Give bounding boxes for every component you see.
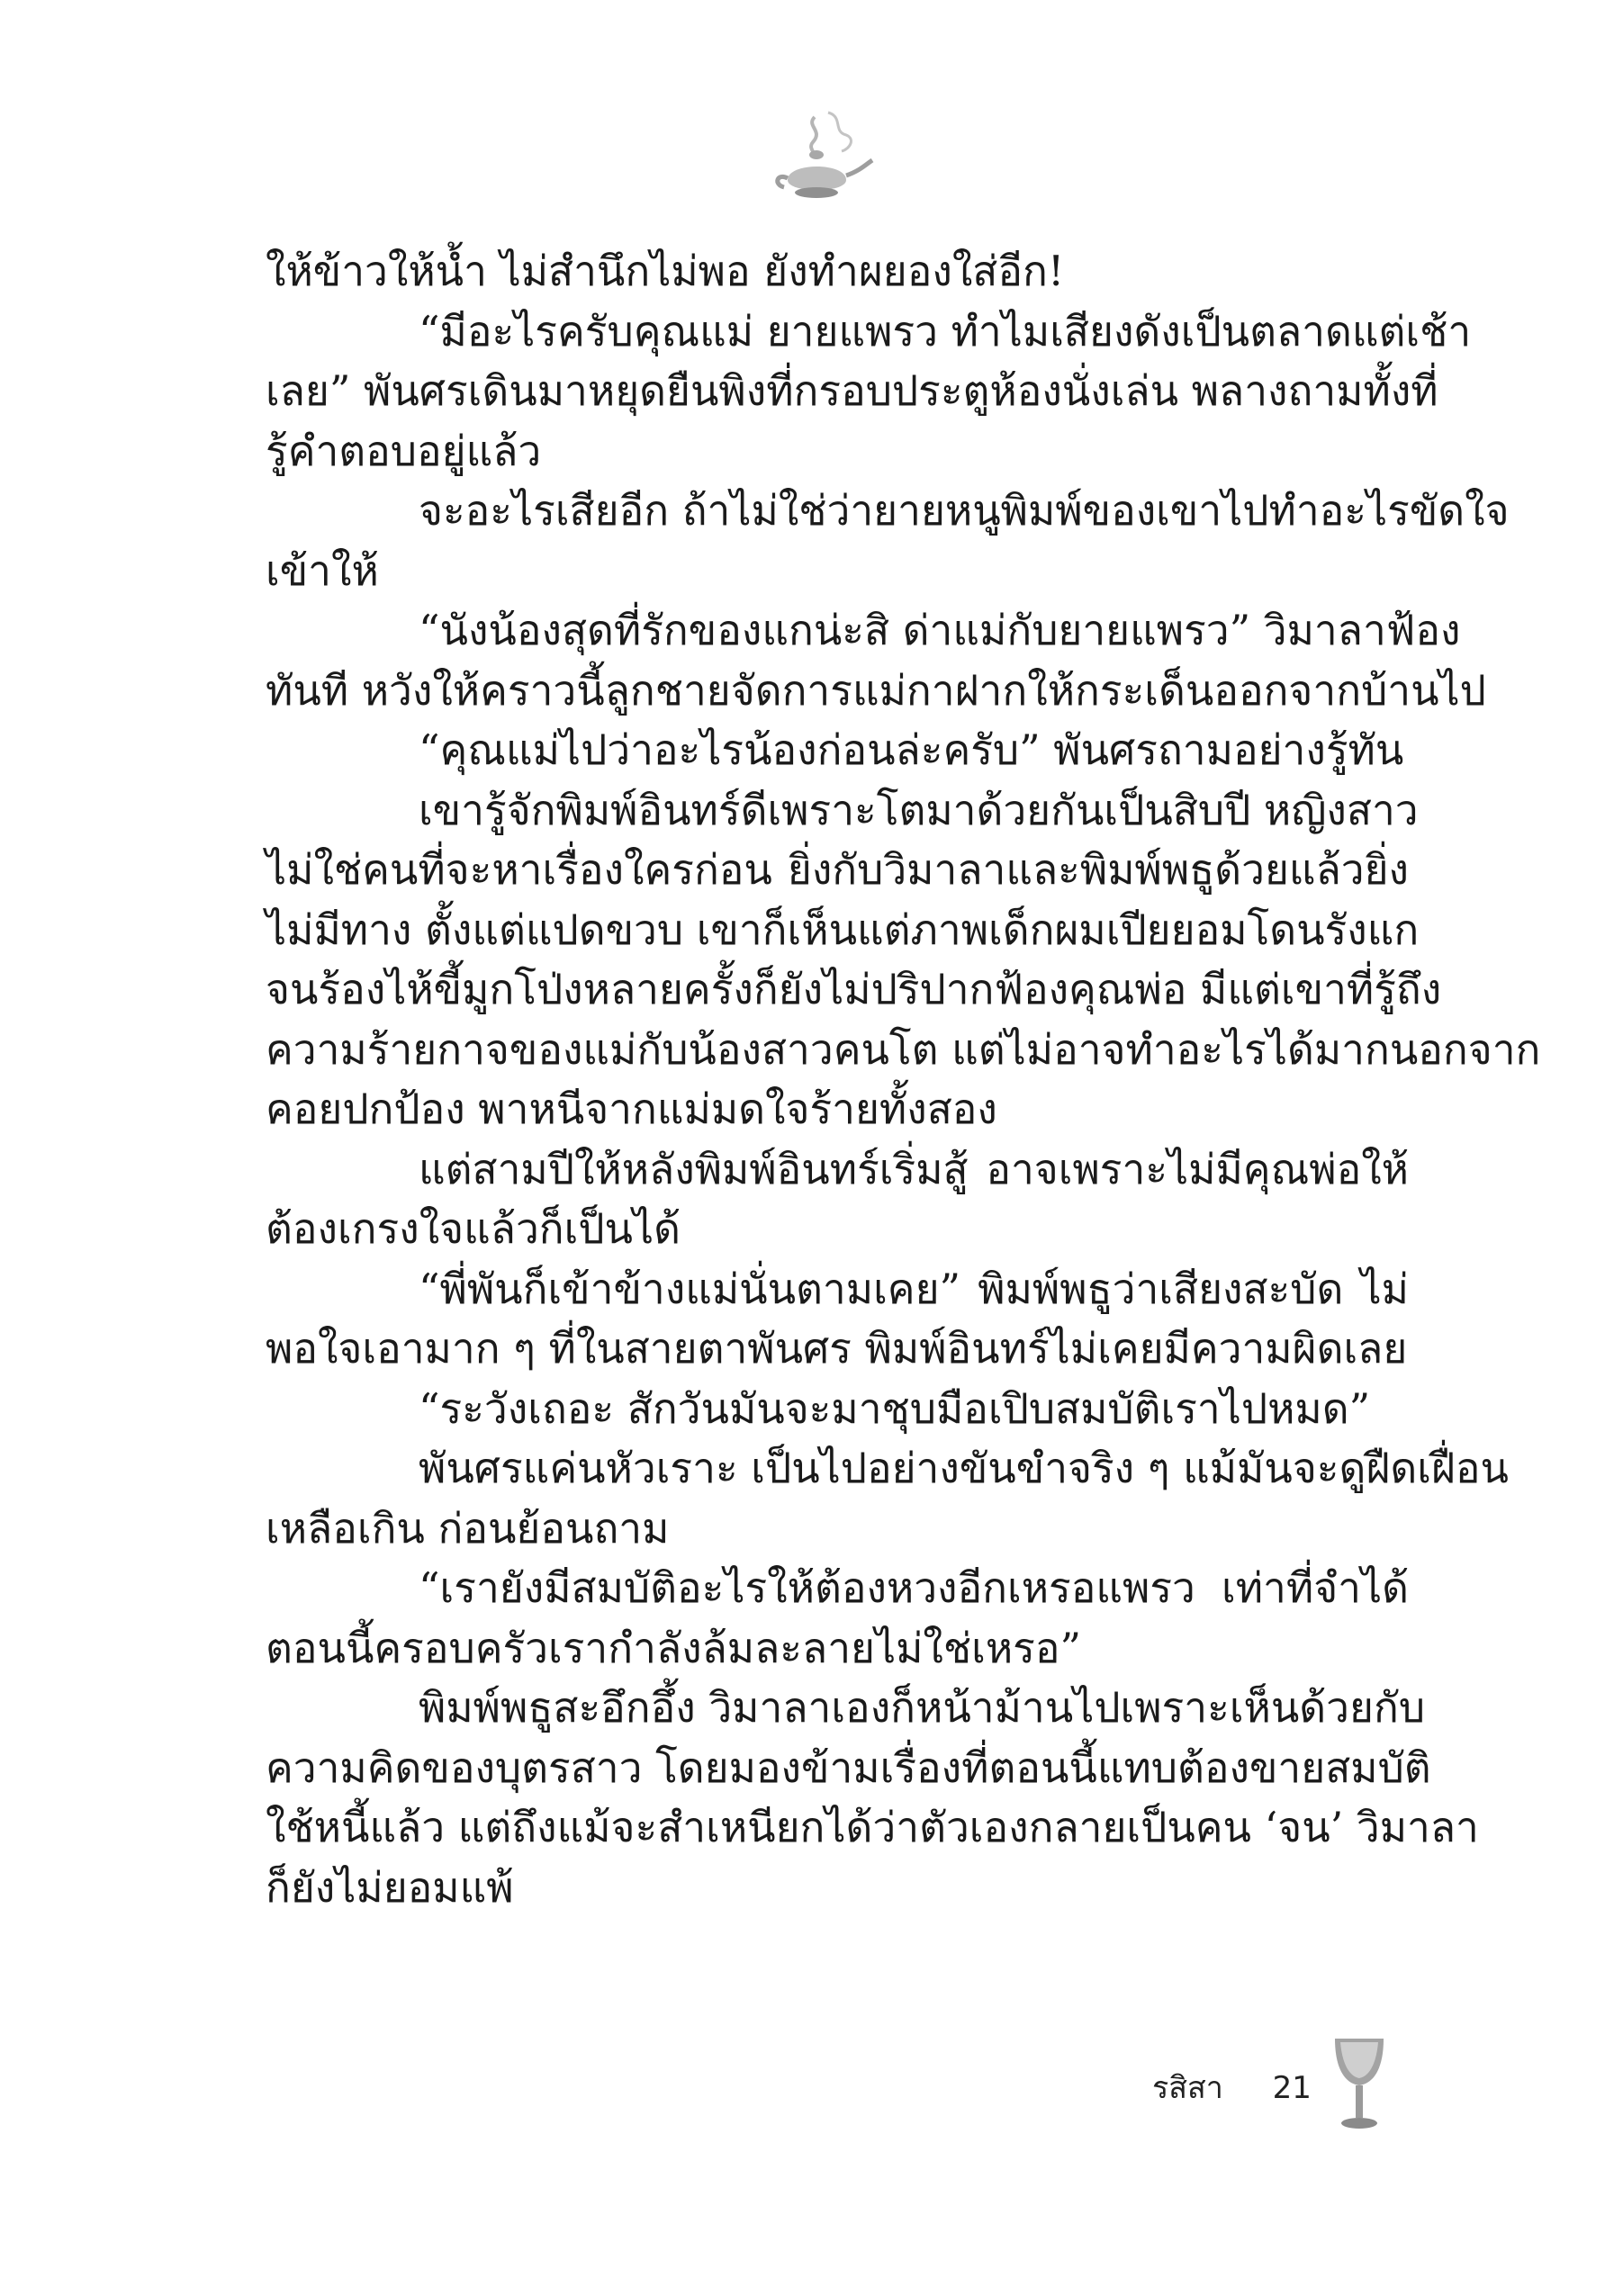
text-line: ความร้ายกาจของแม่กับน้องสาวคนโต แต่ไม่อาจทำอะไรได้มากนอกจาก xyxy=(266,1024,1541,1074)
text-line: เหลือเกิน ก่อนย้อนถาม xyxy=(266,1503,670,1553)
text-line: “เรายังมีสมบัติอะไรให้ต้องหวงอีกเหรอแพรว เท่าที่จำได้ xyxy=(419,1563,1409,1612)
text-line: เข้าให้ xyxy=(266,545,379,595)
text-line: ตอนนี้ครอบครัวเรากำลังล้มละลายไม่ใช่เหรอ” xyxy=(266,1623,1082,1672)
text-line: ให้ข้าวให้น้ำ ไม่สำนึกไม่พอ ยังทำผยองใส่อีก! xyxy=(266,247,1065,295)
body-text xyxy=(266,241,1541,1917)
text-line: ทันที หวังให้คราวนี้ลูกชายจัดการแม่กาฝากให้กระเด็นออกจากบ้านไป xyxy=(266,665,1486,715)
goblet-icon xyxy=(1328,2030,1391,2138)
text-line: แต่สามปีให้หลังพิมพ์อินทร์เริ่มสู้ อาจเพราะไม่มีคุณพ่อให้ xyxy=(419,1144,1409,1193)
text-line: จะอะไรเสียอีก ถ้าไม่ใช่ว่ายายหนูพิมพ์ของเขาไปทำอะไรขัดใจ xyxy=(419,486,1510,535)
book-title: รสิสา xyxy=(1152,2070,1223,2106)
text-line: ใช้หนี้แล้ว แต่ถึงแม้จะสำเหนียกได้ว่าตัวเองกลายเป็นคน ‘จน’ วิมาลา xyxy=(266,1803,1479,1851)
page-footer xyxy=(1152,2061,1312,2115)
text-line: “นังน้องสุดที่รักของแกน่ะสิ ด่าแม่กับยายแพรว” วิมาลาฟ้อง xyxy=(419,606,1461,654)
text-line: ต้องเกรงใจแล้วก็เป็นได้ xyxy=(266,1204,681,1253)
text-line: “พี่พันก็เข้าข้างแม่นั่นตามเคย” พิมพ์พธูว่าเสียงสะบัด ไม่ xyxy=(419,1264,1409,1313)
text-line: “มีอะไรครับคุณแม่ ยายแพรว ทำไมเสียงดังเป็นตลาดแต่เช้า xyxy=(419,306,1472,356)
text-line: พอใจเอามาก ๆ ที่ในสายตาพันศร พิมพ์อินทร์ไม่เคยมีความผิดเลย xyxy=(266,1324,1408,1373)
text-line: ไม่มีทาง ตั้งแต่แปดขวบ เขาก็เห็นแต่ภาพเด็กผมเปียยอมโดนรังแก xyxy=(266,905,1420,954)
text-line: เขารู้จักพิมพ์อินทร์ดีเพราะโตมาด้วยกันเป็นสิบปี หญิงสาว xyxy=(419,785,1419,834)
text-line: “คุณแม่ไปว่าอะไรน้องก่อนล่ะครับ” พันศรถามอย่างรู้ทัน xyxy=(419,725,1404,774)
text-line: จนร้องไห้ขี้มูกโป่งหลายครั้งก็ยังไม่ปริปากฟ้องคุณพ่อ มีแต่เขาที่รู้ถึง xyxy=(266,965,1442,1013)
teapot-lamp-icon xyxy=(761,99,878,216)
text-line: เลย” พันศรเดินมาหยุดยืนพิงที่กรอบประตูห้องนั่งเล่น พลางถามทั้งที่ xyxy=(266,366,1438,415)
text-line: “ระวังเถอะ สักวันมันจะมาชุบมือเปิบสมบัติเราไปหมด” xyxy=(419,1383,1371,1433)
text-line: ไม่ใช่คนที่จะหาเรื่องใครก่อน ยิ่งกับวิมาลาและพิมพ์พธูด้วยแล้วยิ่ง xyxy=(266,845,1409,894)
text-line: ก็ยังไม่ยอมแพ้ xyxy=(266,1862,514,1912)
text-line: พันศรแค่นหัวเราะ เป็นไปอย่างขันขำจริง ๆ แม้มันจะดูฝืดเฝื่อน xyxy=(419,1444,1509,1492)
text-line: พิมพ์พธูสะอึกอึ้ง วิมาลาเองก็หน้าม้านไปเพราะเห็นด้วยกับ xyxy=(419,1683,1426,1732)
text-line: คอยปกป้อง พาหนีจากแม่มดใจร้ายทั้งสอง xyxy=(266,1085,997,1133)
text-line: รู้คำตอบอยู่แล้ว xyxy=(266,426,542,475)
text-line: ความคิดของบุตรสาว โดยมองข้ามเรื่องที่ตอนนี้แทบต้องขายสมบัติ xyxy=(266,1742,1431,1792)
page-number: 21 xyxy=(1272,2070,1312,2106)
